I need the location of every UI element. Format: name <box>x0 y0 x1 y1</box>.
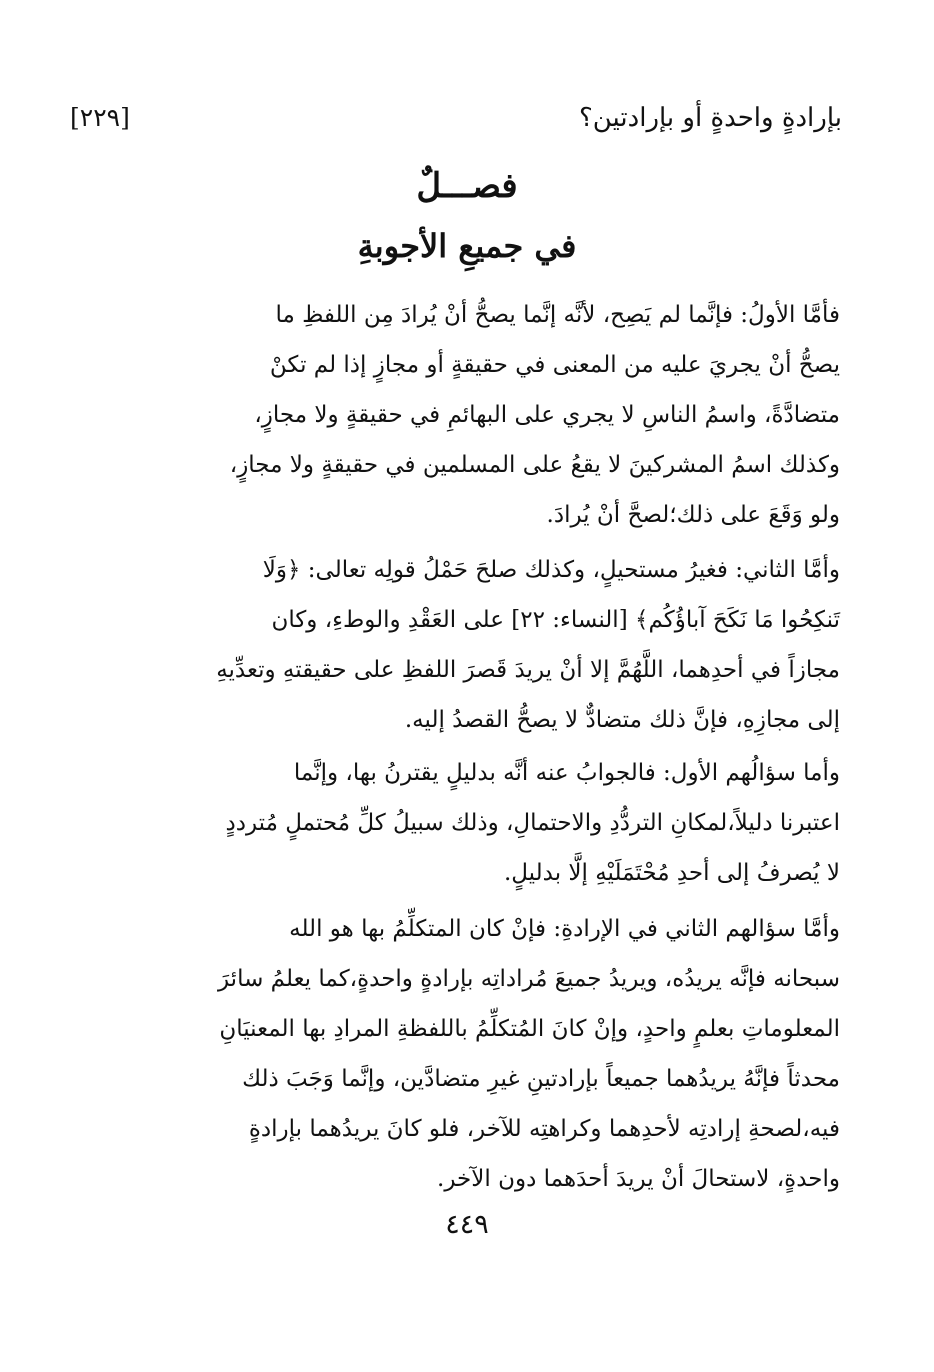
page-reference: [٢٢٩] <box>70 103 130 132</box>
text-line: المعلوماتِ بعلمٍ واحدٍ، وإنْ كانَ المُتكلِّمُ باللفظةِ المرادِ بها المعنيَانِ <box>219 1016 840 1042</box>
running-title: بإرادةٍ واحدةٍ أو بإرادتين؟ <box>578 103 842 133</box>
text-line: يصحُّ أنْ يجريَ عليه من المعنى في حقيقةٍ أو مجازٍ إذا لم تكنْ <box>269 352 840 378</box>
text-line: وأما سؤالُهم الأول: فالجوابُ عنه أنَّه بدليلٍ يقترنُ بها، وإنَّما <box>293 760 840 786</box>
page-header <box>70 98 842 142</box>
text-line: وأمَّا الثاني: فغيرُ مستحيلٍ، وكذلك صلحَ حَمْلُ قولِه تعالى: ﴿وَلَا <box>262 557 840 583</box>
text-line: تَنكِحُوا مَا نَكَحَ آباؤُكُم﴾ [النساء: ٢٢] على العَقْدِ والوطءِ، وكان <box>271 607 840 633</box>
text-line: وكذلك اسمُ المشركينَ لا يقعُ على المسلمين في حقيقةٍ ولا مجازٍ، <box>229 452 840 478</box>
text-line: مجازاً في أحدِهما، اللَّهُمَّ إلا أنْ يريدَ قَصرَ اللفظِ على حقيقتهِ وتعدِّيهِ <box>216 657 840 683</box>
text-line: وأمَّا سؤالهم الثاني في الإرادةِ: فإنْ كان المتكلِّمُ بها هو الله <box>289 916 840 942</box>
text-line: سبحانه فإنَّه يريدُه، ويريدُ جميعَ مُراداتِه بإرادةٍ واحدةٍ،كما يعلمُ سائرَ <box>217 966 840 992</box>
text-line: اعتبرنا دليلاً،لمكانِ التردُّدِ والاحتمالِ، وذلك سبيلُ كلِّ مُحتملٍ مُترددٍ <box>225 810 840 836</box>
text-line: لا يُصرفُ إلى أحدِ مُحْتَمَلَيْهِ إلَّا بدليلٍ. <box>503 860 840 886</box>
page-number: ٤٤٩ <box>445 1209 489 1240</box>
text-line: إلى مجازِهِ، فإنَّ ذلك متضادٌّ لا يصحُّ القصدُ إليه. <box>404 707 840 733</box>
section-title: فصـــلٌ <box>416 166 518 206</box>
paragraph-3 <box>156 748 840 898</box>
text-line: محدثاً فإنَّهُ يريدُهما جميعاً بإرادتينِ غيرِ متضادَّين، وإنَّما وَجَبَ ذلك <box>242 1066 840 1092</box>
paragraph-2 <box>156 545 840 745</box>
section-subtitle: في جميعِ الأجوبةِ <box>357 227 577 265</box>
text-line: متضادَّةً، واسمُ الناسِ لا يجري على البهائمِ في حقيقةٍ ولا مجازٍ، <box>254 402 840 428</box>
paragraph-4 <box>156 904 840 1204</box>
paragraph-1 <box>156 290 840 540</box>
text-line: ولو وَقَعَ على ذلك؛لصحَّ أنْ يُرادَ. <box>546 502 840 528</box>
text-line: واحدةٍ، لاستحالَ أنْ يريدَ أحدَهما دون الآخر. <box>437 1166 840 1192</box>
text-line: فيه،لصحةِ إرادتِه لأحدِهما وكراهتِه للآخر، فلو كانَ يريدُهما بإرادةٍ <box>248 1116 840 1142</box>
text-line: فأمَّا الأولُ: فإنَّما لم يَصِح، لأنَّه إنَّما يصحُّ أنْ يُرادَ مِن اللفظِ ما <box>275 302 840 328</box>
